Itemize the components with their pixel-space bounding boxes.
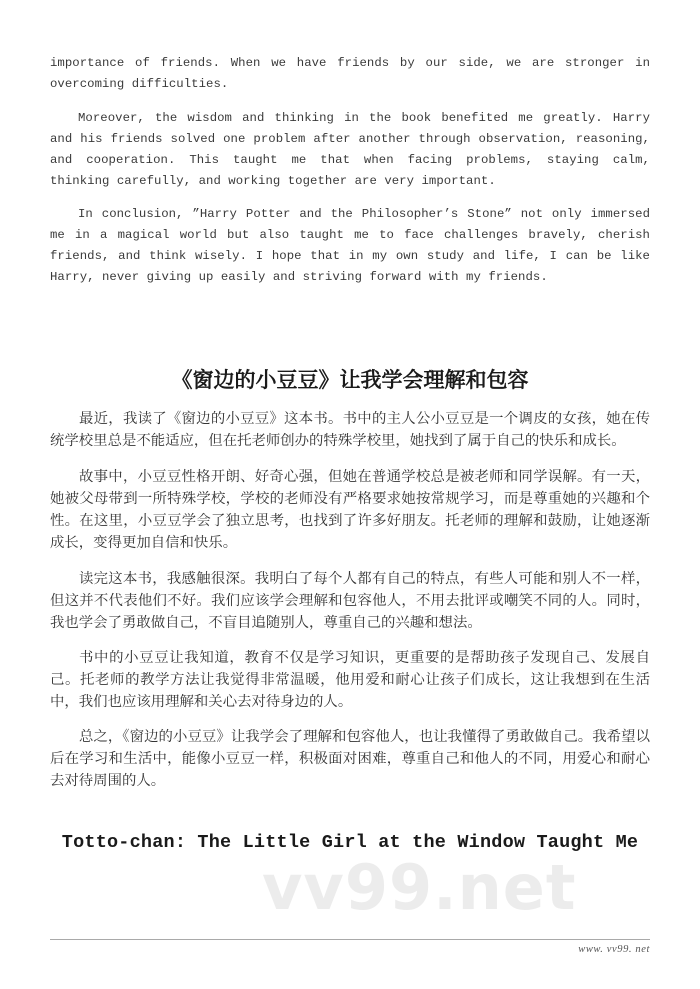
chinese-section-title: 《窗边的小豆豆》让我学会理解和包容	[171, 368, 529, 392]
chinese-paragraph-education: 书中的小豆豆让我知道，教育不仅是学习知识，更重要的是帮助孩子发现自己、发展自己。托老师的教学方法让我觉得非常温暖，他用爱和耐心让孩子们成长，这让我想到在生活中，我们也应该用理解和关心去对待身边的人。	[50, 650, 650, 710]
chinese-paragraph-conclusion: 总之，《窗边的小豆豆》让我学会了理解和包容他人，也让我懂得了勇敢做自己。我希望以后在学习和生活中，能像小豆豆一样，积极面对困难，尊重自己和他人的不同，用爱心和耐心去对待周围的人。	[50, 729, 650, 789]
footer-url: www. vv99. net	[578, 944, 650, 955]
watermark-text: vv99.net	[262, 851, 577, 924]
english-paragraph-wisdom: Moreover, the wisdom and thinking in the book benefited me greatly. Harry and his friends solved one problem after another through observation, reasoning, and cooperation. This taught me that when facing problems, staying calm, thinking carefully, and working together are very important.	[50, 111, 650, 188]
chinese-paragraph-story: 故事中，小豆豆性格开朗、好奇心强，但她在普通学校总是被老师和同学误解。有一天，她被父母带到一所特殊学校，学校的老师没有严格要求她按常规学习，而是尊重她的兴趣和个性。在这里，小豆豆学会了独立思考，也找到了许多好朋友。托老师的理解和鼓励，让她逐渐成长，变得更加自信和快乐。	[50, 469, 650, 551]
chinese-paragraph-intro: 最近，我读了《窗边的小豆豆》这本书。书中的主人公小豆豆是一个调皮的女孩，她在传统学校里总是不能适应，但在托老师创办的特殊学校里，她找到了属于自己的快乐和成长。	[50, 411, 650, 449]
english-paragraph-conclusion: In conclusion, ”Harry Potter and the Philosopher’s Stone” not only immersed me in a magical world but also taught me to face challenges bravely, cherish friends, and think wisely. I hope that in my own study and life, I can be like Harry, never giving up easily and striving forward with my friends.	[50, 207, 650, 284]
footer-divider	[50, 939, 650, 940]
english-paragraph-friends-continued: importance of friends. When we have friends by our side, we are stronger in overcoming difficulties.	[50, 56, 650, 91]
chinese-paragraph-reflection: 读完这本书，我感触很深。我明白了每个人都有自己的特点，有些人可能和别人不一样，但这并不代表他们不好。我们应该学会理解和包容他人，不用去批评或嘲笑不同的人。同时，我也学会了勇敢做自己，不盲目追随别人，尊重自己的兴趣和想法。	[50, 571, 650, 631]
english-section-title: Totto-chan: The Little Girl at the Window Taught Me	[61, 832, 639, 853]
